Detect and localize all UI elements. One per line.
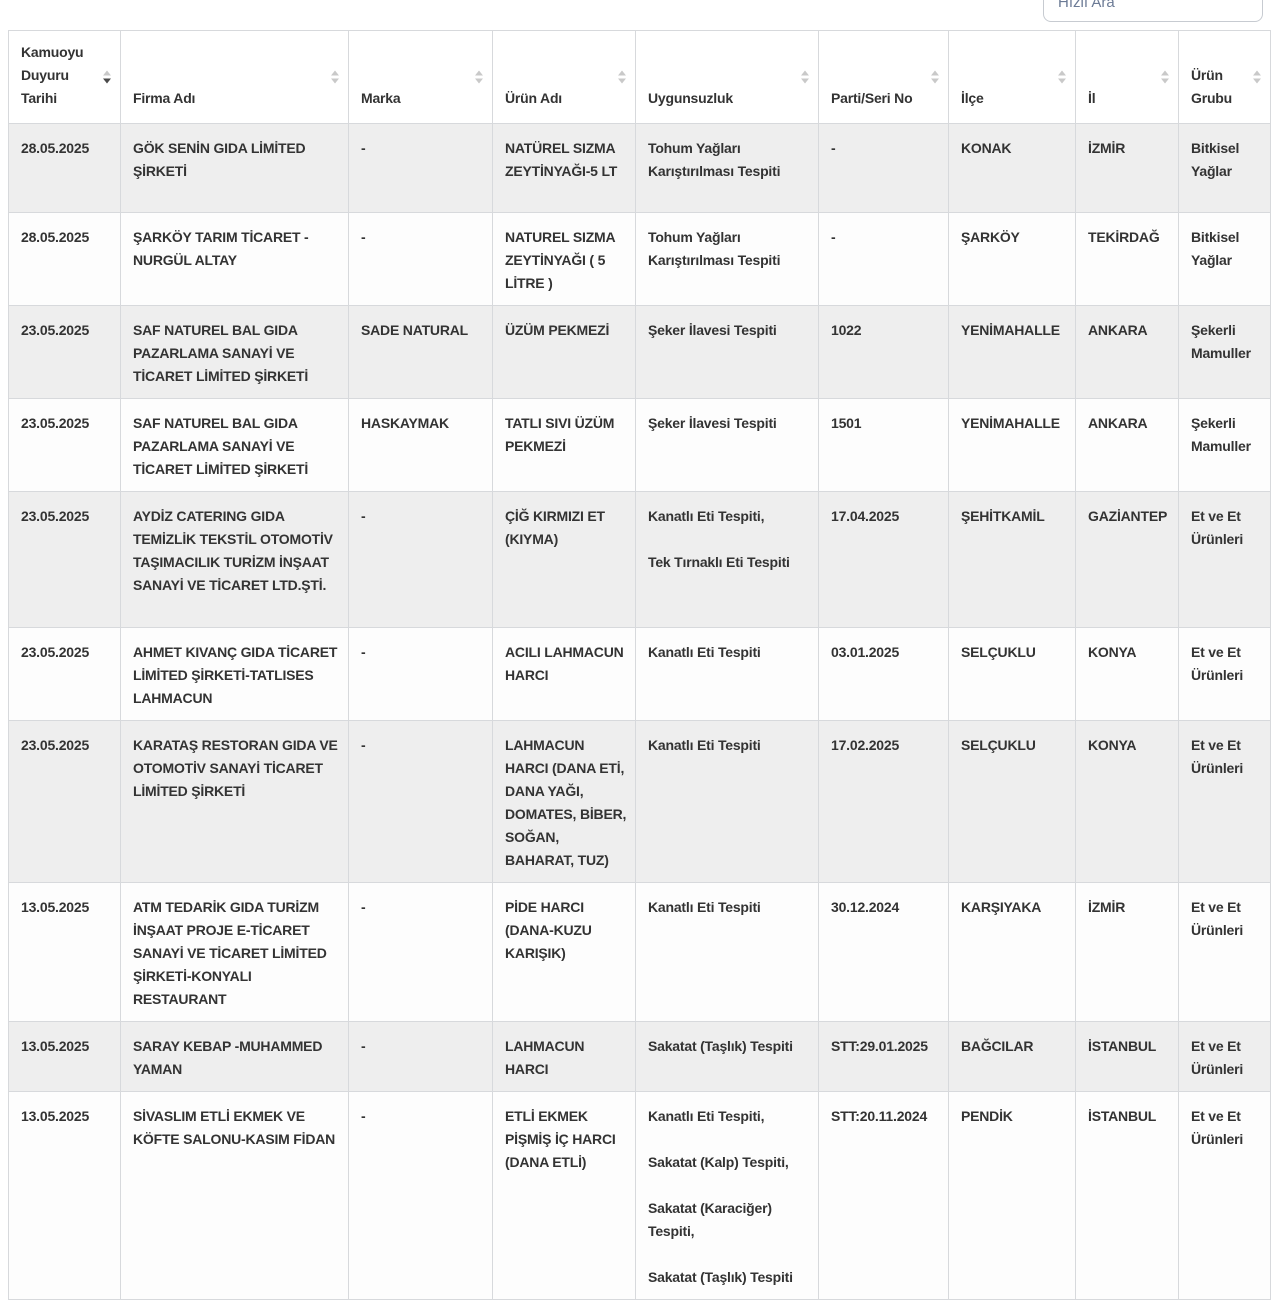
cell-product: TATLI SIVI ÜZÜM PEKMEZİ <box>493 399 636 492</box>
cell-product: ACILI LAHMACUN HARCI <box>493 628 636 721</box>
cell-date: 23.05.2025 <box>9 399 121 492</box>
cell-group: Bitkisel Yağlar <box>1179 124 1271 213</box>
column-header-label: Parti/Seri No <box>831 90 913 106</box>
quick-search-input[interactable] <box>1043 0 1263 22</box>
cell-province: İZMİR <box>1076 124 1179 213</box>
column-header-issues[interactable] <box>636 31 819 124</box>
sort-asc-icon <box>1253 71 1261 76</box>
column-header-label: İl <box>1088 90 1096 106</box>
cell-brand: SADE NATURAL <box>349 306 493 399</box>
cell-province: TEKİRDAĞ <box>1076 213 1179 306</box>
column-header-date[interactable] <box>9 31 121 124</box>
column-header-label: Ürün Adı <box>505 90 562 106</box>
table-header-row <box>9 31 1271 124</box>
cell-district: SELÇUKLU <box>949 628 1076 721</box>
cell-issues <box>636 883 819 1022</box>
cell-batch: STT:29.01.2025 <box>819 1022 949 1092</box>
column-header-label: Marka <box>361 90 401 106</box>
cell-brand: - <box>349 1092 493 1300</box>
column-header-label: İlçe <box>961 90 984 106</box>
cell-firm: ATM TEDARİK GIDA TURİZM İNŞAAT PROJE E-TİCARET SANAYİ VE TİCARET LİMİTED ŞİRKETİ-KONYALI RESTAURANT <box>121 883 349 1022</box>
column-header-group[interactable] <box>1179 31 1271 124</box>
table-row <box>9 399 1271 492</box>
cell-group: Et ve Et Ürünleri <box>1179 492 1271 628</box>
table-row <box>9 306 1271 399</box>
cell-batch: 1501 <box>819 399 949 492</box>
cell-issues <box>636 124 819 213</box>
cell-product: ÇİĞ KIRMIZI ET (KIYMA) <box>493 492 636 628</box>
sort-asc-icon <box>103 71 111 76</box>
column-header-firm[interactable] <box>121 31 349 124</box>
column-header-brand[interactable] <box>349 31 493 124</box>
table-row <box>9 628 1271 721</box>
cell-brand: - <box>349 1022 493 1092</box>
cell-brand: - <box>349 721 493 883</box>
table-body <box>9 124 1271 1300</box>
sort-asc-icon <box>618 71 626 76</box>
cell-group: Et ve Et Ürünleri <box>1179 883 1271 1022</box>
cell-issues <box>636 306 819 399</box>
table-row <box>9 883 1271 1022</box>
cell-batch: 1022 <box>819 306 949 399</box>
column-header-batch[interactable] <box>819 31 949 124</box>
cell-province: KONYA <box>1076 721 1179 883</box>
table-row <box>9 721 1271 883</box>
cell-brand: - <box>349 492 493 628</box>
column-header-district[interactable] <box>949 31 1076 124</box>
sort-desc-icon <box>1058 79 1066 84</box>
sort-icon <box>1058 71 1066 84</box>
cell-product: ETLİ EKMEK PİŞMİŞ İÇ HARCI (DANA ETLİ) <box>493 1092 636 1300</box>
sort-icon <box>1161 71 1169 84</box>
sort-desc-icon <box>931 79 939 84</box>
cell-firm: GÖK SENİN GIDA LİMİTED ŞİRKETİ <box>121 124 349 213</box>
cell-group: Şekerli Mamuller <box>1179 399 1271 492</box>
sort-icon <box>931 71 939 84</box>
sort-desc-icon <box>801 79 809 84</box>
issue-item: Kanatlı Eti Tespiti <box>648 737 761 753</box>
sort-icon <box>1253 71 1261 84</box>
cell-product: PİDE HARCI (DANA-KUZU KARIŞIK) <box>493 883 636 1022</box>
table-row <box>9 1022 1271 1092</box>
cell-group: Şekerli Mamuller <box>1179 306 1271 399</box>
sort-asc-icon <box>931 71 939 76</box>
cell-issues <box>636 721 819 883</box>
cell-firm: ŞARKÖY TARIM TİCARET - NURGÜL ALTAY <box>121 213 349 306</box>
issue-item: Şeker İlavesi Tespiti <box>648 322 777 338</box>
cell-issues <box>636 628 819 721</box>
sort-asc-icon <box>801 71 809 76</box>
sort-desc-icon <box>618 79 626 84</box>
cell-firm: SİVASLIM ETLİ EKMEK VE KÖFTE SALONU-KASIM FİDAN <box>121 1092 349 1300</box>
cell-batch: 17.04.2025 <box>819 492 949 628</box>
sort-icon <box>618 71 626 84</box>
table-row <box>9 213 1271 306</box>
cell-brand: - <box>349 628 493 721</box>
sort-asc-icon <box>475 71 483 76</box>
cell-product: ÜZÜM PEKMEZİ <box>493 306 636 399</box>
issue-item: Sakatat (Taşlık) Tespiti <box>648 1269 793 1285</box>
cell-province: İZMİR <box>1076 883 1179 1022</box>
cell-brand: HASKAYMAK <box>349 399 493 492</box>
cell-district: KARŞIYAKA <box>949 883 1076 1022</box>
sort-desc-icon <box>1253 79 1261 84</box>
sort-icon <box>331 71 339 84</box>
table-row <box>9 124 1271 213</box>
issue-item: Sakatat (Taşlık) Tespiti <box>648 1038 793 1054</box>
column-header-label: Kamuoyu Duyuru Tarihi <box>21 44 84 106</box>
cell-brand: - <box>349 213 493 306</box>
column-header-province[interactable] <box>1076 31 1179 124</box>
issue-item: Kanatlı Eti Tespiti, <box>648 508 765 524</box>
table-row <box>9 492 1271 628</box>
cell-product: LAHMACUN HARCI (DANA ETİ, DANA YAĞI, DOMATES, BİBER, SOĞAN, BAHARAT, TUZ) <box>493 721 636 883</box>
cell-province: ANKARA <box>1076 306 1179 399</box>
issue-item: Tek Tırnaklı Eti Tespiti <box>648 554 790 570</box>
table-row <box>9 1092 1271 1300</box>
cell-brand: - <box>349 124 493 213</box>
cell-group: Et ve Et Ürünleri <box>1179 721 1271 883</box>
cell-date: 28.05.2025 <box>9 213 121 306</box>
cell-issues <box>636 399 819 492</box>
column-header-product[interactable] <box>493 31 636 124</box>
cell-batch: - <box>819 124 949 213</box>
cell-district: KONAK <box>949 124 1076 213</box>
cell-date: 23.05.2025 <box>9 492 121 628</box>
cell-date: 13.05.2025 <box>9 1092 121 1300</box>
cell-firm: AHMET KIVANÇ GIDA TİCARET LİMİTED ŞİRKETİ-TATLISES LAHMACUN <box>121 628 349 721</box>
cell-date: 13.05.2025 <box>9 1022 121 1092</box>
cell-batch: 03.01.2025 <box>819 628 949 721</box>
cell-batch: - <box>819 213 949 306</box>
issue-item: Sakatat (Kalp) Tespiti, <box>648 1154 789 1170</box>
sort-desc-icon <box>103 79 111 84</box>
cell-district: PENDİK <box>949 1092 1076 1300</box>
cell-district: YENİMAHALLE <box>949 399 1076 492</box>
cell-group: Et ve Et Ürünleri <box>1179 1092 1271 1300</box>
cell-firm: KARATAŞ RESTORAN GIDA VE OTOMOTİV SANAYİ TİCARET LİMİTED ŞİRKETİ <box>121 721 349 883</box>
cell-batch: STT:20.11.2024 <box>819 1092 949 1300</box>
cell-product: LAHMACUN HARCI <box>493 1022 636 1092</box>
column-header-label: Ürün Grubu <box>1191 67 1232 106</box>
sort-desc-icon <box>475 79 483 84</box>
cell-province: ANKARA <box>1076 399 1179 492</box>
sort-asc-icon <box>1058 71 1066 76</box>
issue-item: Kanatlı Eti Tespiti, <box>648 1108 765 1124</box>
cell-district: BAĞCILAR <box>949 1022 1076 1092</box>
issue-item: Kanatlı Eti Tespiti <box>648 899 761 915</box>
cell-brand: - <box>349 883 493 1022</box>
issue-item: Sakatat (Karaciğer) Tespiti, <box>648 1200 772 1239</box>
cell-batch: 30.12.2024 <box>819 883 949 1022</box>
cell-firm: SAF NATUREL BAL GIDA PAZARLAMA SANAYİ VE TİCARET LİMİTED ŞİRKETİ <box>121 306 349 399</box>
column-header-label: Uygunsuzluk <box>648 90 733 106</box>
cell-issues <box>636 1092 819 1300</box>
cell-date: 28.05.2025 <box>9 124 121 213</box>
column-header-label: Firma Adı <box>133 90 196 106</box>
cell-date: 23.05.2025 <box>9 721 121 883</box>
cell-district: ŞEHİTKAMİL <box>949 492 1076 628</box>
cell-province: İSTANBUL <box>1076 1022 1179 1092</box>
sort-desc-icon <box>1161 79 1169 84</box>
cell-group: Et ve Et Ürünleri <box>1179 1022 1271 1092</box>
cell-group: Bitkisel Yağlar <box>1179 213 1271 306</box>
sort-icon <box>801 71 809 84</box>
cell-province: KONYA <box>1076 628 1179 721</box>
sort-asc-icon <box>1161 71 1169 76</box>
sort-desc-icon <box>331 79 339 84</box>
cell-firm: AYDİZ CATERING GIDA TEMİZLİK TEKSTİL OTOMOTİV TAŞIMACILIK TURİZM İNŞAAT SANAYİ VE TİCARET LTD.ŞTİ. <box>121 492 349 628</box>
cell-district: SELÇUKLU <box>949 721 1076 883</box>
sort-asc-icon <box>331 71 339 76</box>
cell-group: Et ve Et Ürünleri <box>1179 628 1271 721</box>
table-toolbar <box>0 0 1280 30</box>
issue-item: Tohum Yağları Karıştırılması Tespiti <box>648 140 781 179</box>
inspection-results-table <box>8 30 1271 1300</box>
cell-product: NATÜREL SIZMA ZEYTİNYAĞI-5 LT <box>493 124 636 213</box>
issue-item: Kanatlı Eti Tespiti <box>648 644 761 660</box>
issue-item: Tohum Yağları Karıştırılması Tespiti <box>648 229 781 268</box>
cell-issues <box>636 213 819 306</box>
cell-province: GAZİANTEP <box>1076 492 1179 628</box>
cell-province: İSTANBUL <box>1076 1092 1179 1300</box>
cell-date: 23.05.2025 <box>9 628 121 721</box>
cell-firm: SAF NATUREL BAL GIDA PAZARLAMA SANAYİ VE TİCARET LİMİTED ŞİRKETİ <box>121 399 349 492</box>
cell-batch: 17.02.2025 <box>819 721 949 883</box>
cell-date: 13.05.2025 <box>9 883 121 1022</box>
cell-date: 23.05.2025 <box>9 306 121 399</box>
cell-issues <box>636 492 819 628</box>
sort-icon <box>103 71 111 84</box>
cell-issues <box>636 1022 819 1092</box>
cell-firm: SARAY KEBAP -MUHAMMED YAMAN <box>121 1022 349 1092</box>
cell-district: ŞARKÖY <box>949 213 1076 306</box>
issue-item: Şeker İlavesi Tespiti <box>648 415 777 431</box>
cell-district: YENİMAHALLE <box>949 306 1076 399</box>
sort-icon <box>475 71 483 84</box>
cell-product: NATUREL SIZMA ZEYTİNYAĞI ( 5 LİTRE ) <box>493 213 636 306</box>
